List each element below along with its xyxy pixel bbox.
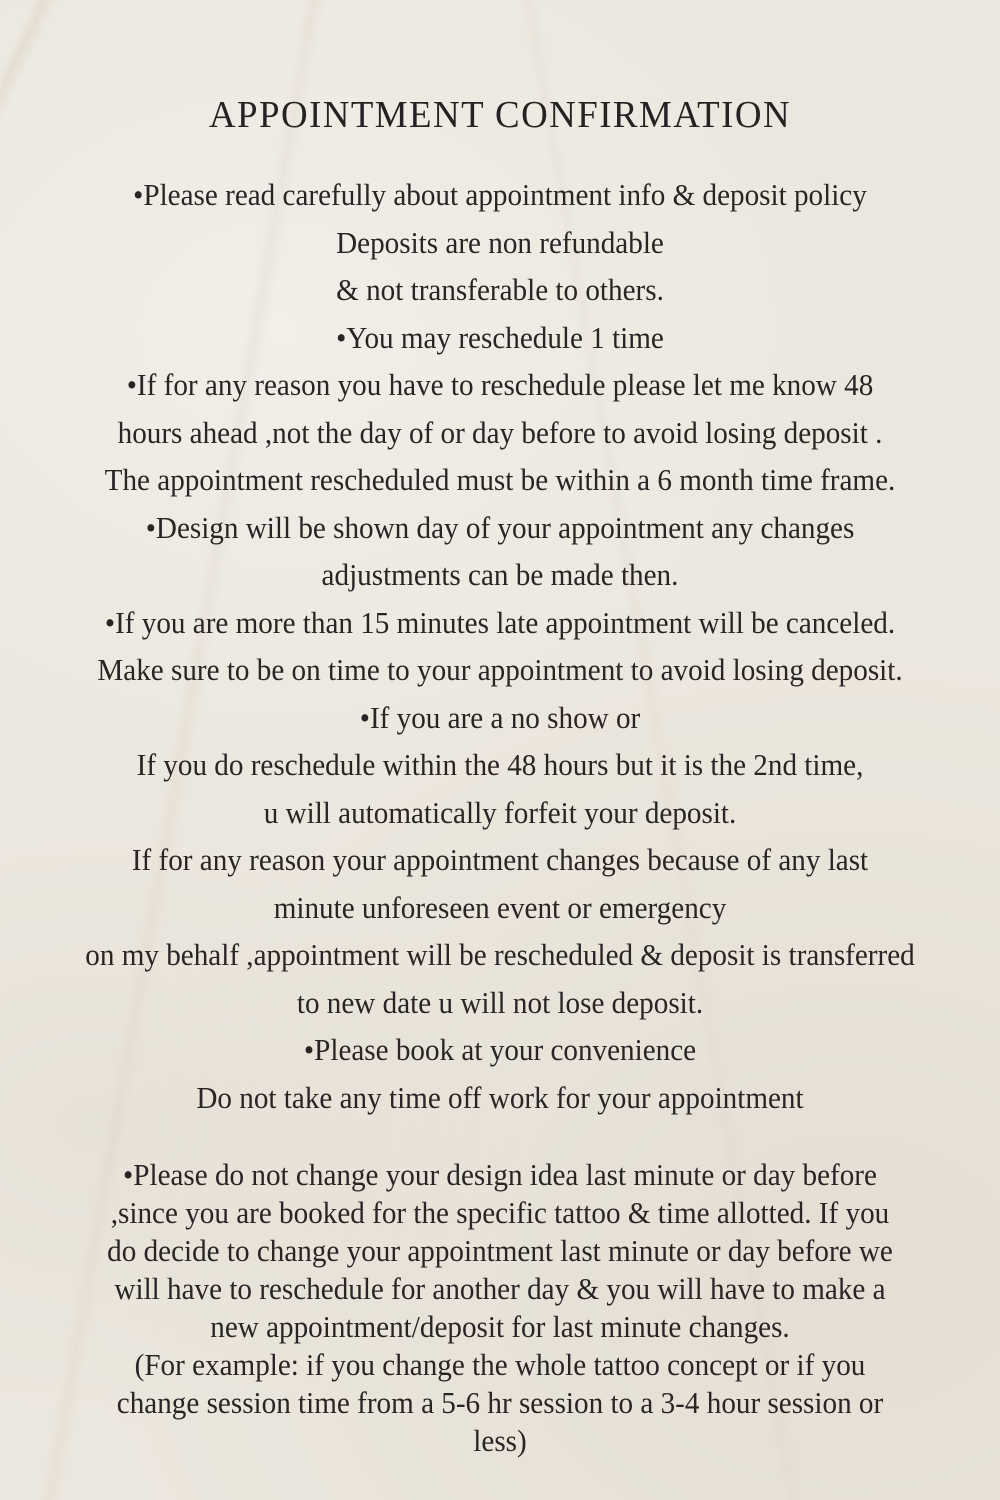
policy-line: If you do reschedule within the 48 hours but it is the 2nd time, — [136, 747, 864, 782]
policy-line: to new date u will not lose deposit. — [296, 984, 704, 1020]
policy-line: & not transferable to others. — [336, 272, 664, 307]
policy-line: •Please book at your convenience — [303, 1032, 697, 1067]
policy-line: •You may reschedule 1 time — [336, 319, 664, 355]
policy-line: hours ahead ,not the day of or day before to avoid losing deposit . — [117, 414, 883, 450]
policy-line: •Please do not change your design idea last minute or day before — [123, 1157, 877, 1192]
policy-line: •If you are a no show or — [359, 699, 641, 735]
policy-line: new appointment/deposit for last minute changes. — [210, 1309, 790, 1344]
policy-line: change session time from a 5-6 hr session to a 3-4 hour session or — [116, 1385, 884, 1420]
policy-line: Deposits are non refundable — [336, 224, 664, 260]
policy-line: will have to reschedule for another day & you will have to make a — [114, 1271, 886, 1306]
policy-line: on my behalf ,appointment will be rescheduled & deposit is transferred — [85, 937, 915, 972]
policy-line: The appointment rescheduled must be within a 6 month time frame. — [104, 462, 896, 497]
policy-line: •If for any reason you have to reschedule please let me know 48 — [126, 367, 874, 402]
policy-line: If for any reason your appointment changes because of any last — [131, 842, 869, 877]
policy-line: less) — [473, 1423, 527, 1458]
policy-line: ,since you are booked for the specific tattoo & time allotted. If you — [110, 1195, 890, 1230]
policy-line: do decide to change your appointment last minute or day before we — [107, 1233, 893, 1268]
page-title: APPOINTMENT CONFIRMATION — [208, 94, 792, 136]
policy-line: •If you are more than 15 minutes late appointment will be canceled. — [104, 604, 896, 640]
policy-line: Do not take any time off work for your appointment — [196, 1079, 804, 1115]
policy-line: Make sure to be on time to your appointment to avoid losing deposit. — [97, 652, 903, 687]
policy-line: (For example: if you change the whole tattoo concept or if you — [134, 1347, 866, 1382]
policy-line: minute unforeseen event or emergency — [273, 889, 727, 925]
policy-line: •Design will be shown day of your appointment any changes — [145, 509, 855, 545]
policy-line: u will automatically forfeit your deposit. — [263, 794, 737, 830]
policy-line: adjustments can be made then. — [321, 557, 679, 592]
policy-section-design-changes — [0, 1156, 1000, 1460]
policy-section-main — [0, 171, 1000, 1121]
policy-line: •Please read carefully about appointment info & deposit policy — [133, 177, 867, 212]
